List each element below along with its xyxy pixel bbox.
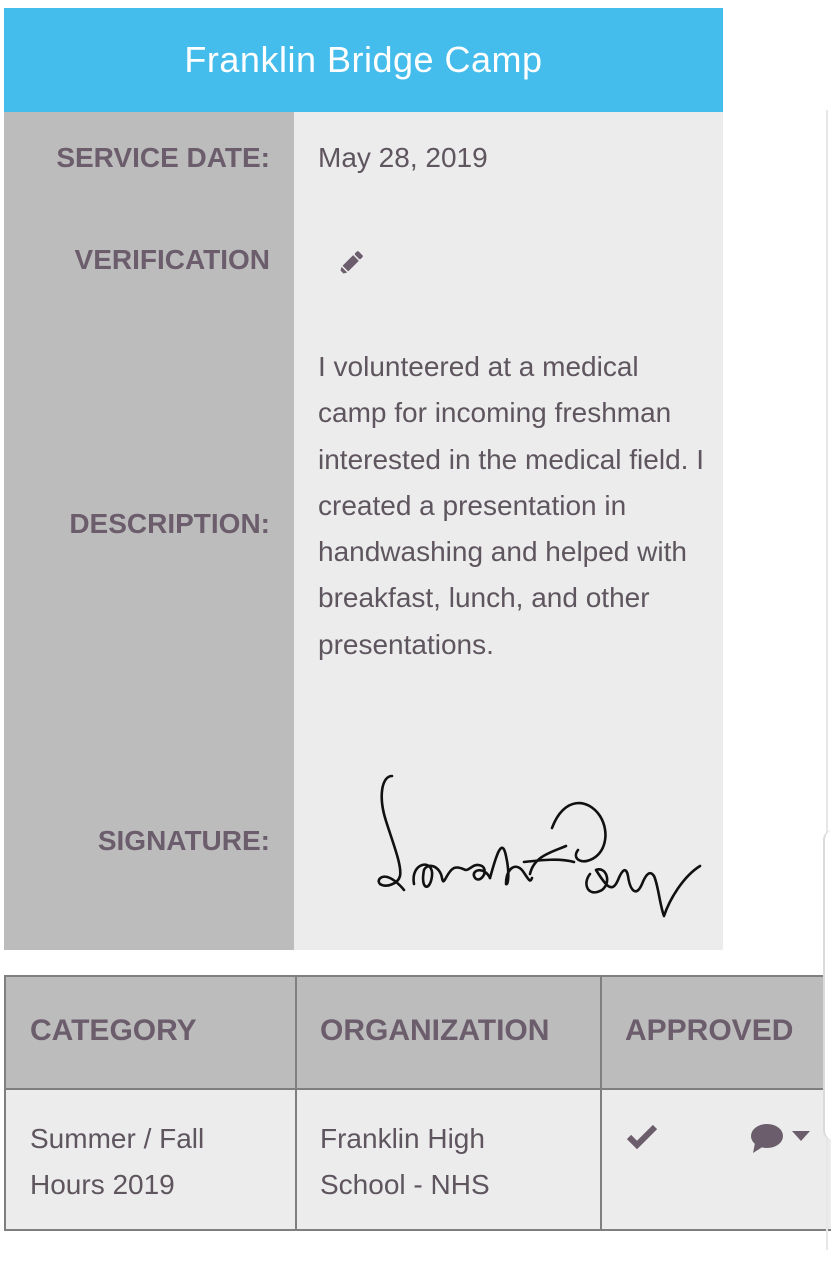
organization-line-2: School - NHS — [320, 1169, 490, 1200]
pencil-icon[interactable] — [334, 248, 366, 280]
signature-label: SIGNATURE: — [97, 825, 270, 856]
column-divider — [600, 977, 602, 1229]
organization-line-1: Franklin High — [320, 1123, 485, 1154]
category-line-2: Hours 2019 — [30, 1169, 175, 1200]
category-line-1: Summer / Fall — [30, 1123, 205, 1154]
description-label: DESCRIPTION: — [69, 508, 270, 539]
entry-table — [4, 975, 831, 1231]
verification-label: VERIFICATION — [74, 244, 270, 275]
service-date-label: SERVICE DATE: — [56, 142, 270, 173]
column-header-category[interactable]: CATEGORY — [30, 1014, 197, 1047]
organization-cell — [320, 1116, 490, 1208]
side-panel-handle[interactable] — [823, 830, 831, 1140]
category-cell — [30, 1116, 204, 1208]
signature-image — [374, 766, 714, 936]
service-entry-card — [4, 8, 723, 950]
comment-dropdown-icon[interactable] — [748, 1121, 814, 1155]
check-icon — [626, 1124, 658, 1150]
description-text: I volunteered at a medical camp for incoming freshman interested in the medical field. I created a presentation in handwashing and helped with breakfast, lunch, and other presentations. — [318, 351, 704, 660]
card-title: Franklin Bridge Camp — [4, 8, 723, 112]
column-header-approved[interactable]: APPROVED — [625, 1014, 794, 1047]
column-header-organization[interactable]: ORGANIZATION — [320, 1014, 550, 1047]
column-divider — [295, 977, 297, 1229]
service-date-value: May 28, 2019 — [318, 142, 488, 173]
